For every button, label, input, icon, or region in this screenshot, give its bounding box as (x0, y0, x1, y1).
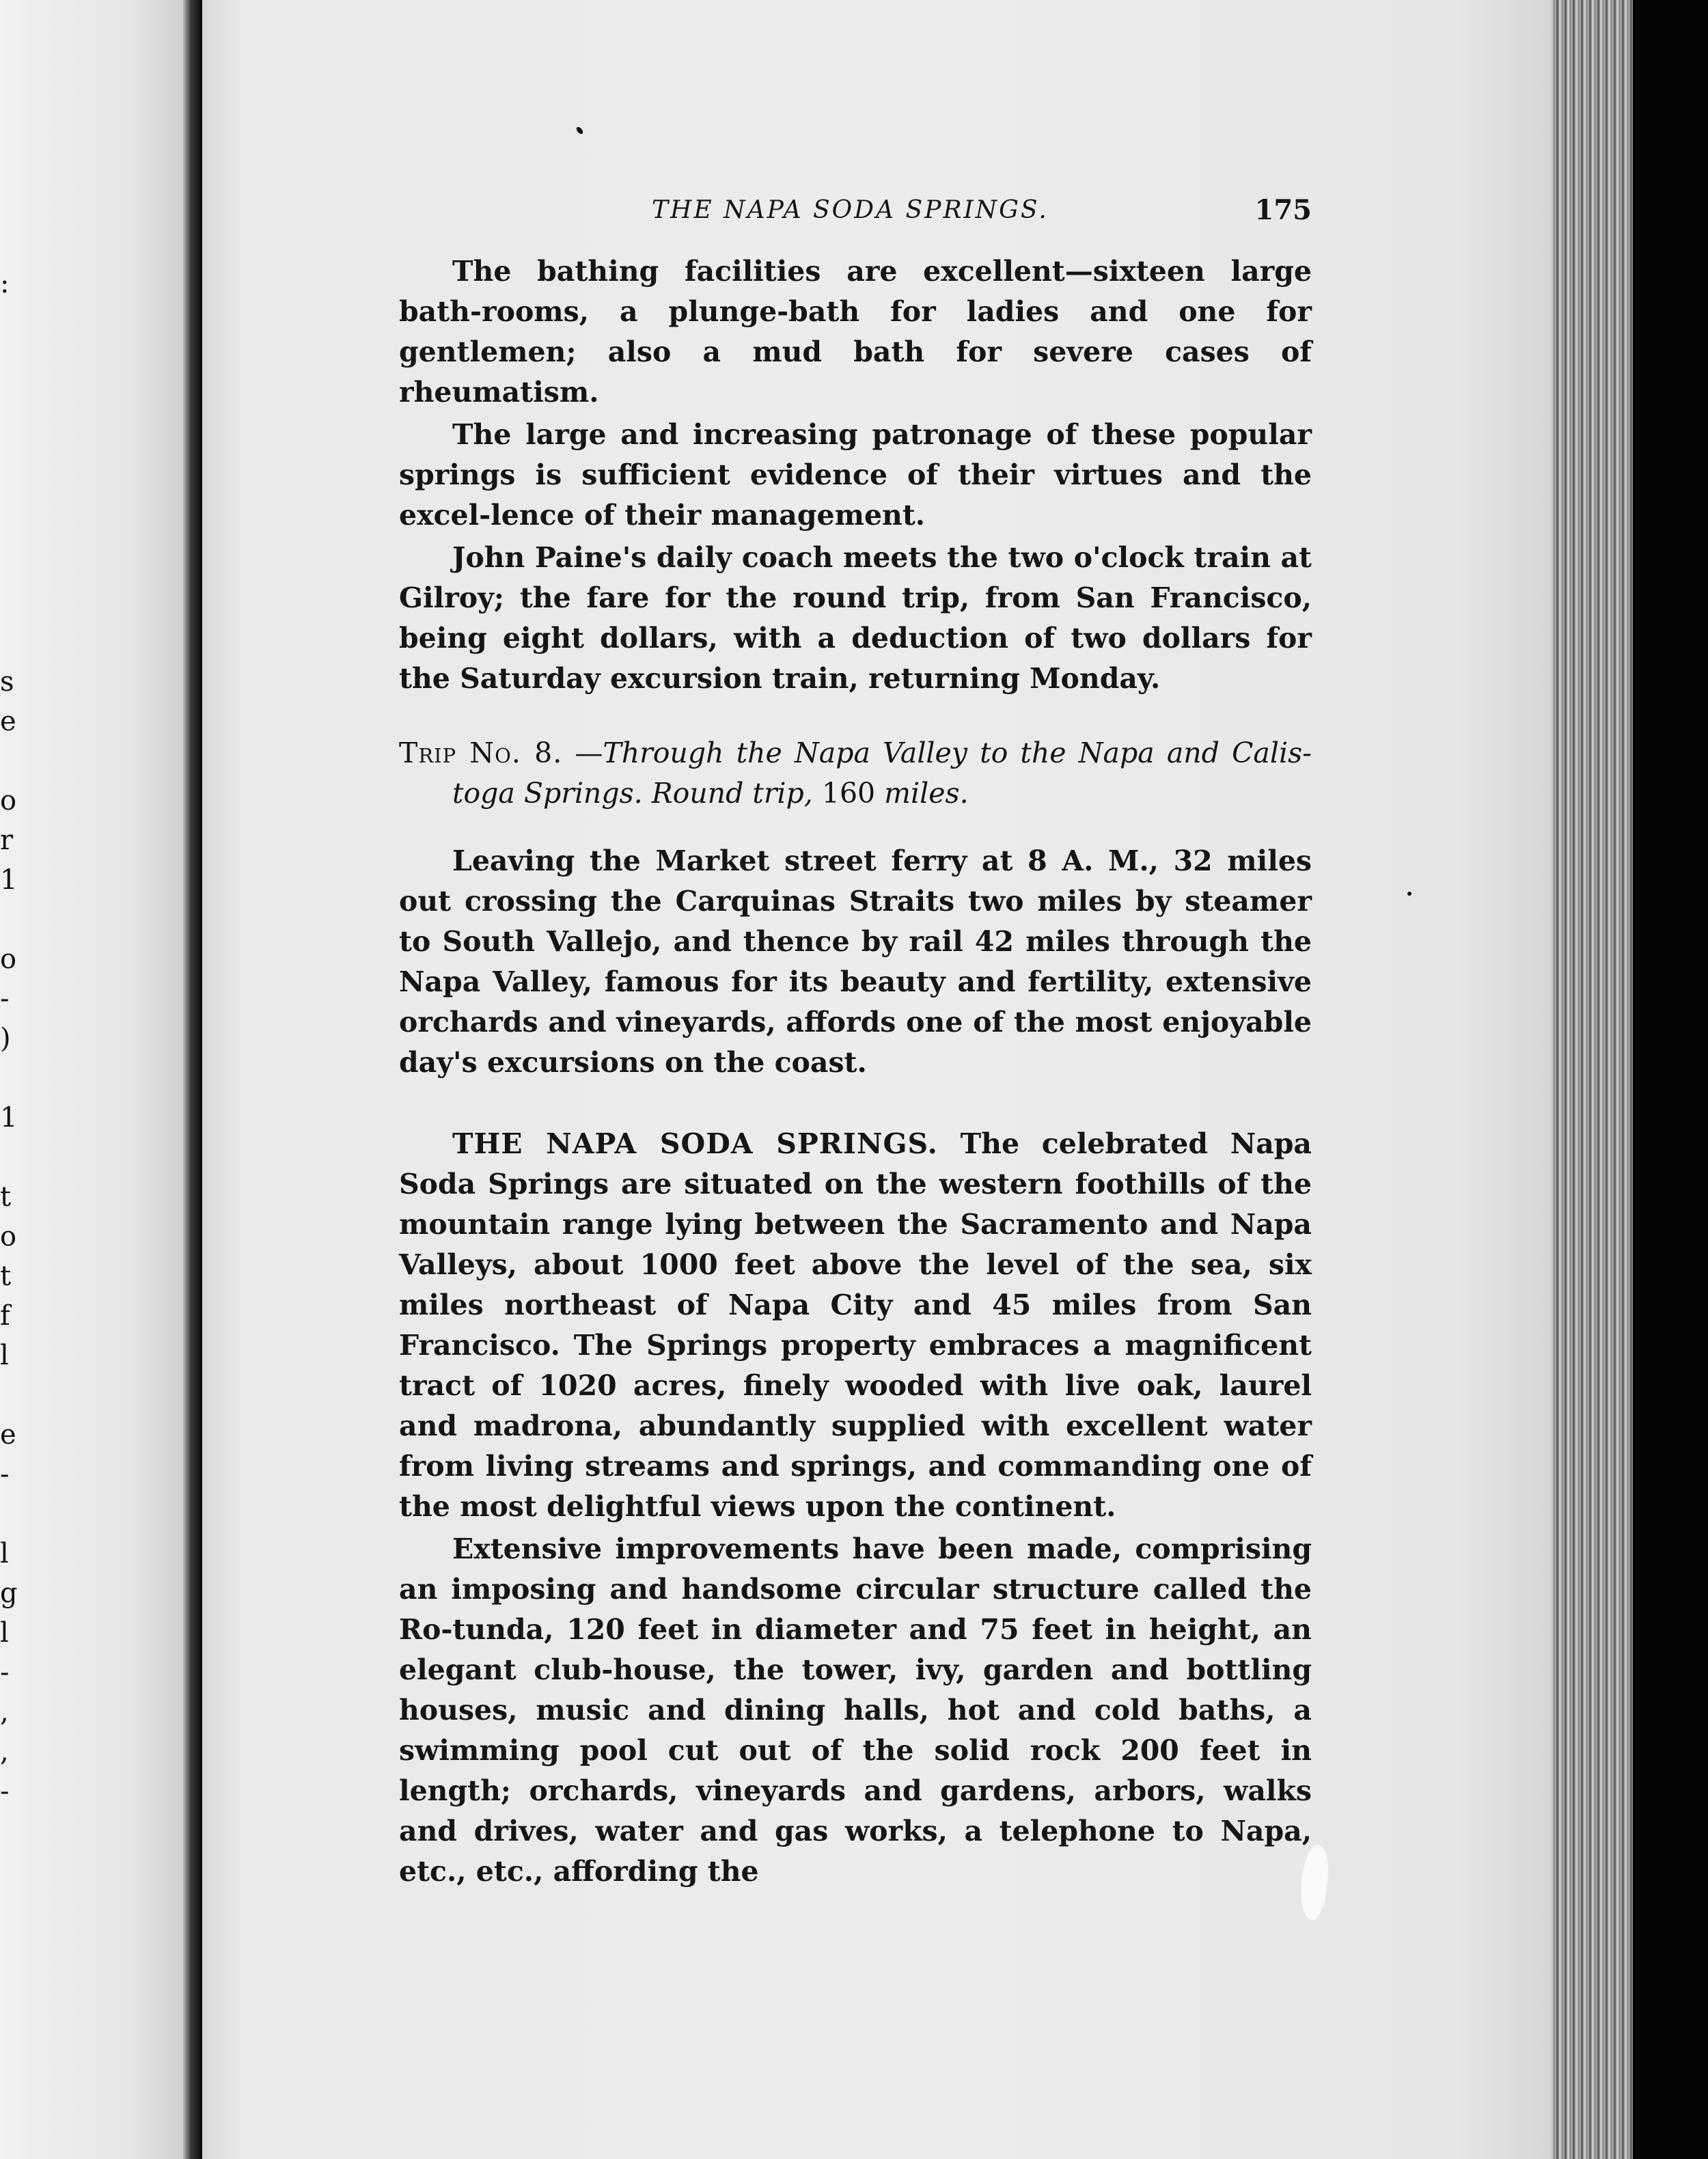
trip-distance: 160 (812, 777, 885, 810)
fragment: l (0, 1340, 9, 1371)
fragment: e (0, 706, 16, 737)
fragment: 1 (0, 864, 18, 896)
scan-background (1633, 0, 1708, 2159)
page-text (399, 184, 1312, 1892)
fragment: , (0, 1736, 9, 1768)
fragment: l (0, 1617, 9, 1649)
fragment: l (0, 1538, 9, 1569)
fragment: g (0, 1578, 18, 1609)
fragment: s (0, 666, 14, 698)
section-heading: THE NAPA SODA SPRINGS. (452, 1127, 938, 1160)
paragraph-coach: John Paine's daily coach meets the two o'clock train at Gilroy; the fare for the round trip, from San Francisco, being eight dollars, with a deduction of two dollars for the Saturday excursion train, returning Monday. (399, 541, 1312, 695)
paragraph-napa-soda-springs (399, 1124, 1312, 1527)
paragraph-bathing: The bathing facilities are excellent—sixteen large bath-rooms, a plunge-bath for ladies and one for gentlemen; also a mud bath for severe cases of rheumatism. (399, 255, 1312, 409)
fragment: - (0, 983, 10, 1015)
fragment: ) (0, 1023, 11, 1054)
fragment: t (0, 1261, 12, 1292)
fragment: , (0, 1696, 9, 1728)
previous-page-edge (0, 0, 183, 2159)
previous-page-text-fragments (0, 0, 20, 2159)
trip-route: Through the Napa Valley to the Napa and Calis-toga Springs. (452, 737, 1312, 810)
paragraph-patronage: The large and increasing patronage of these popular springs is sufficient evidence of their virtues and the excel-lence of their management. (399, 418, 1312, 532)
fragment: 1 (0, 1102, 18, 1133)
trip-heading (399, 733, 1312, 814)
fragment: f (0, 1300, 10, 1332)
book-gutter (183, 0, 202, 2159)
paragraph-improvements: Extensive improvements have been made, comprising an imposing and handsome circular structure called the Ro-tunda, 120 feet in diameter and 75 feet in height, an elegant club-house, the tower, ivy, garden and bottling houses, music and dining halls, hot and cold baths, a swimming pool cut out of the solid rock 200 feet in length; orchards, vineyards and gardens, arbors, walks and drives, water and gas works, a telephone to Napa, etc., etc., affording the (399, 1532, 1312, 1888)
paragraph-ferry: Leaving the Market street ferry at 8 A. M., 32 miles out crossing the Carquinas Straits two miles by steamer to South Vallejo, and thence by rail 42 miles through the Napa Valley, famous for its beauty and fertility, extensive orchards and vineyards, affords one of the most enjoyable day's excursions on the coast. (399, 844, 1312, 1079)
fragment: e (0, 1419, 16, 1450)
fragment: t (0, 1181, 12, 1213)
trip-number: Trip No. 8. (399, 737, 563, 769)
scan-speck (1407, 892, 1411, 896)
trip-round-trip: Round trip, (651, 777, 813, 810)
fragment: o (0, 785, 17, 816)
trip-dash: — (562, 737, 603, 769)
fragment: : (0, 268, 10, 299)
page-header (399, 184, 1312, 232)
page-number: 175 (1254, 194, 1312, 226)
fragment: - (0, 1657, 10, 1688)
fragment: - (0, 1776, 10, 1807)
trip-unit: miles. (884, 777, 969, 810)
page-stack-edges (1551, 0, 1633, 2159)
fragment: o (0, 1221, 17, 1252)
section-body: The celebrated Napa Soda Springs are situated on the western foothills of the mountain range lying between the Sacramento and Napa Valleys, about 1000 feet above the level of the sea, six miles northeast of Napa City and 45 miles from San Francisco. The Springs property embraces a magnificent tract of 1020 acres, finely wooded with live oak, laurel and madrona, abundantly supplied with excellent water from living streams and springs, and commanding one of the most delightful views upon the continent. (399, 1127, 1312, 1523)
fragment: - (0, 1459, 10, 1490)
running-head: THE NAPA SODA SPRINGS. (652, 196, 1049, 224)
fragment: o (0, 944, 17, 975)
fragment: r (0, 825, 14, 856)
